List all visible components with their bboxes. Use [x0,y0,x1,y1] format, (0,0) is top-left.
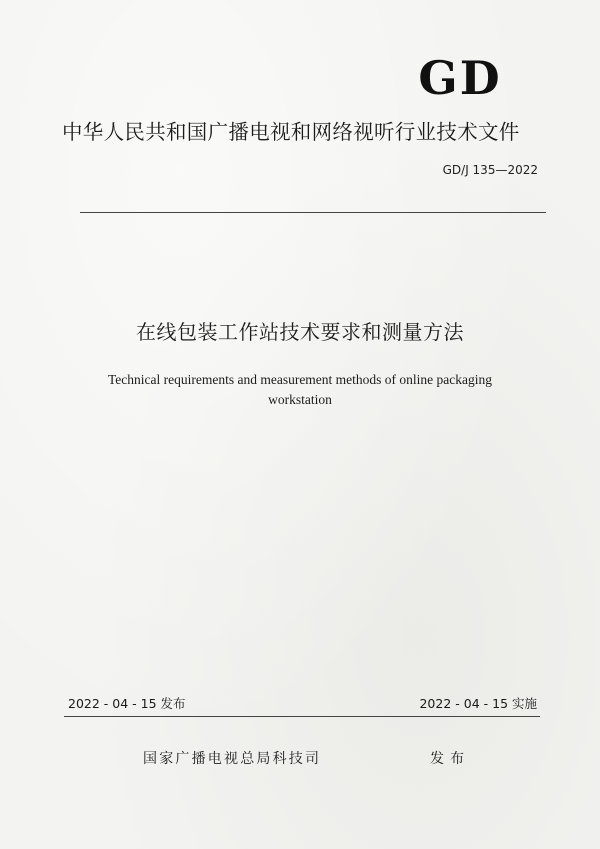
header-divider [80,212,546,213]
publish-label: 发布 [430,751,470,767]
issue-date: 2022 - 04 - 15 发布 [68,696,186,711]
document-title-en-line1: Technical requirements and measurement methods of online packaging [107,372,493,387]
industry-title: 中华人民共和国广播电视和网络视听行业技术文件 [62,120,520,144]
document-title-cn: 在线包装工作站技术要求和测量方法 [136,320,464,344]
standard-number: GD/J 135—2022 [442,163,538,177]
document-title-en [80,370,520,410]
implementation-date: 2022 - 04 - 15 实施 [419,696,537,711]
gd-logo: GD [418,51,502,105]
document-title-en-line2: workstation [268,392,332,407]
footer-divider [64,716,540,717]
publisher-name: 国家广播电视总局科技司 [143,751,322,767]
